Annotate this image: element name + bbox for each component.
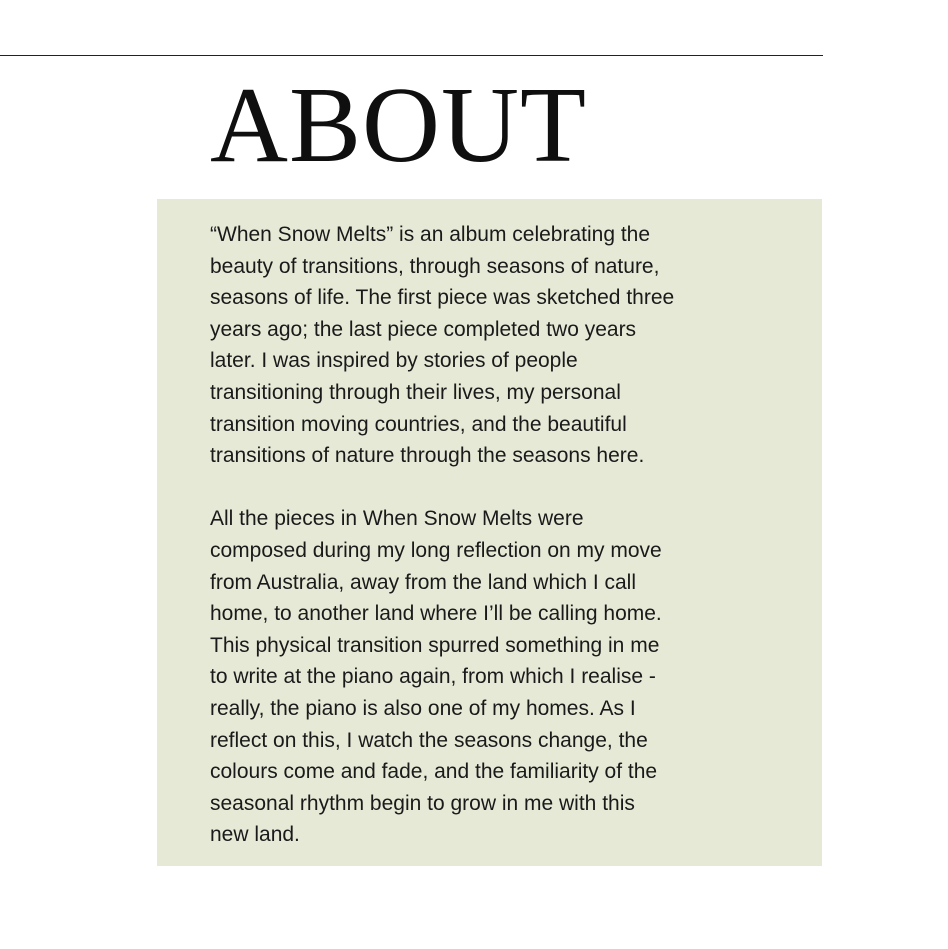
page-title: ABOUT bbox=[210, 66, 587, 185]
about-paragraph-1: “When Snow Melts” is an album celebrating the beauty of transitions, through seasons of nature, seasons of life. The first piece was sketched three years ago; the last piece completed two years later. I was inspired by stories of people transitioning through their lives, my personal transition moving countries, and the beautiful transitions of nature through the seasons here. bbox=[210, 223, 675, 468]
about-paragraph-2: All the pieces in When Snow Melts were composed during my long reflection on my move from Australia, away from the land which I call home, to another land where I’ll be calling home. This physical transition spurred something in me to write at the piano again, from which I realise - really, the piano is also one of my homes. As I reflect on this, I watch the seasons change, the colours come and fade, and the familiarity of the seasonal rhythm begin to grow in me with this new land. bbox=[210, 507, 662, 847]
top-divider-line bbox=[0, 55, 823, 56]
about-text-panel bbox=[157, 199, 822, 866]
